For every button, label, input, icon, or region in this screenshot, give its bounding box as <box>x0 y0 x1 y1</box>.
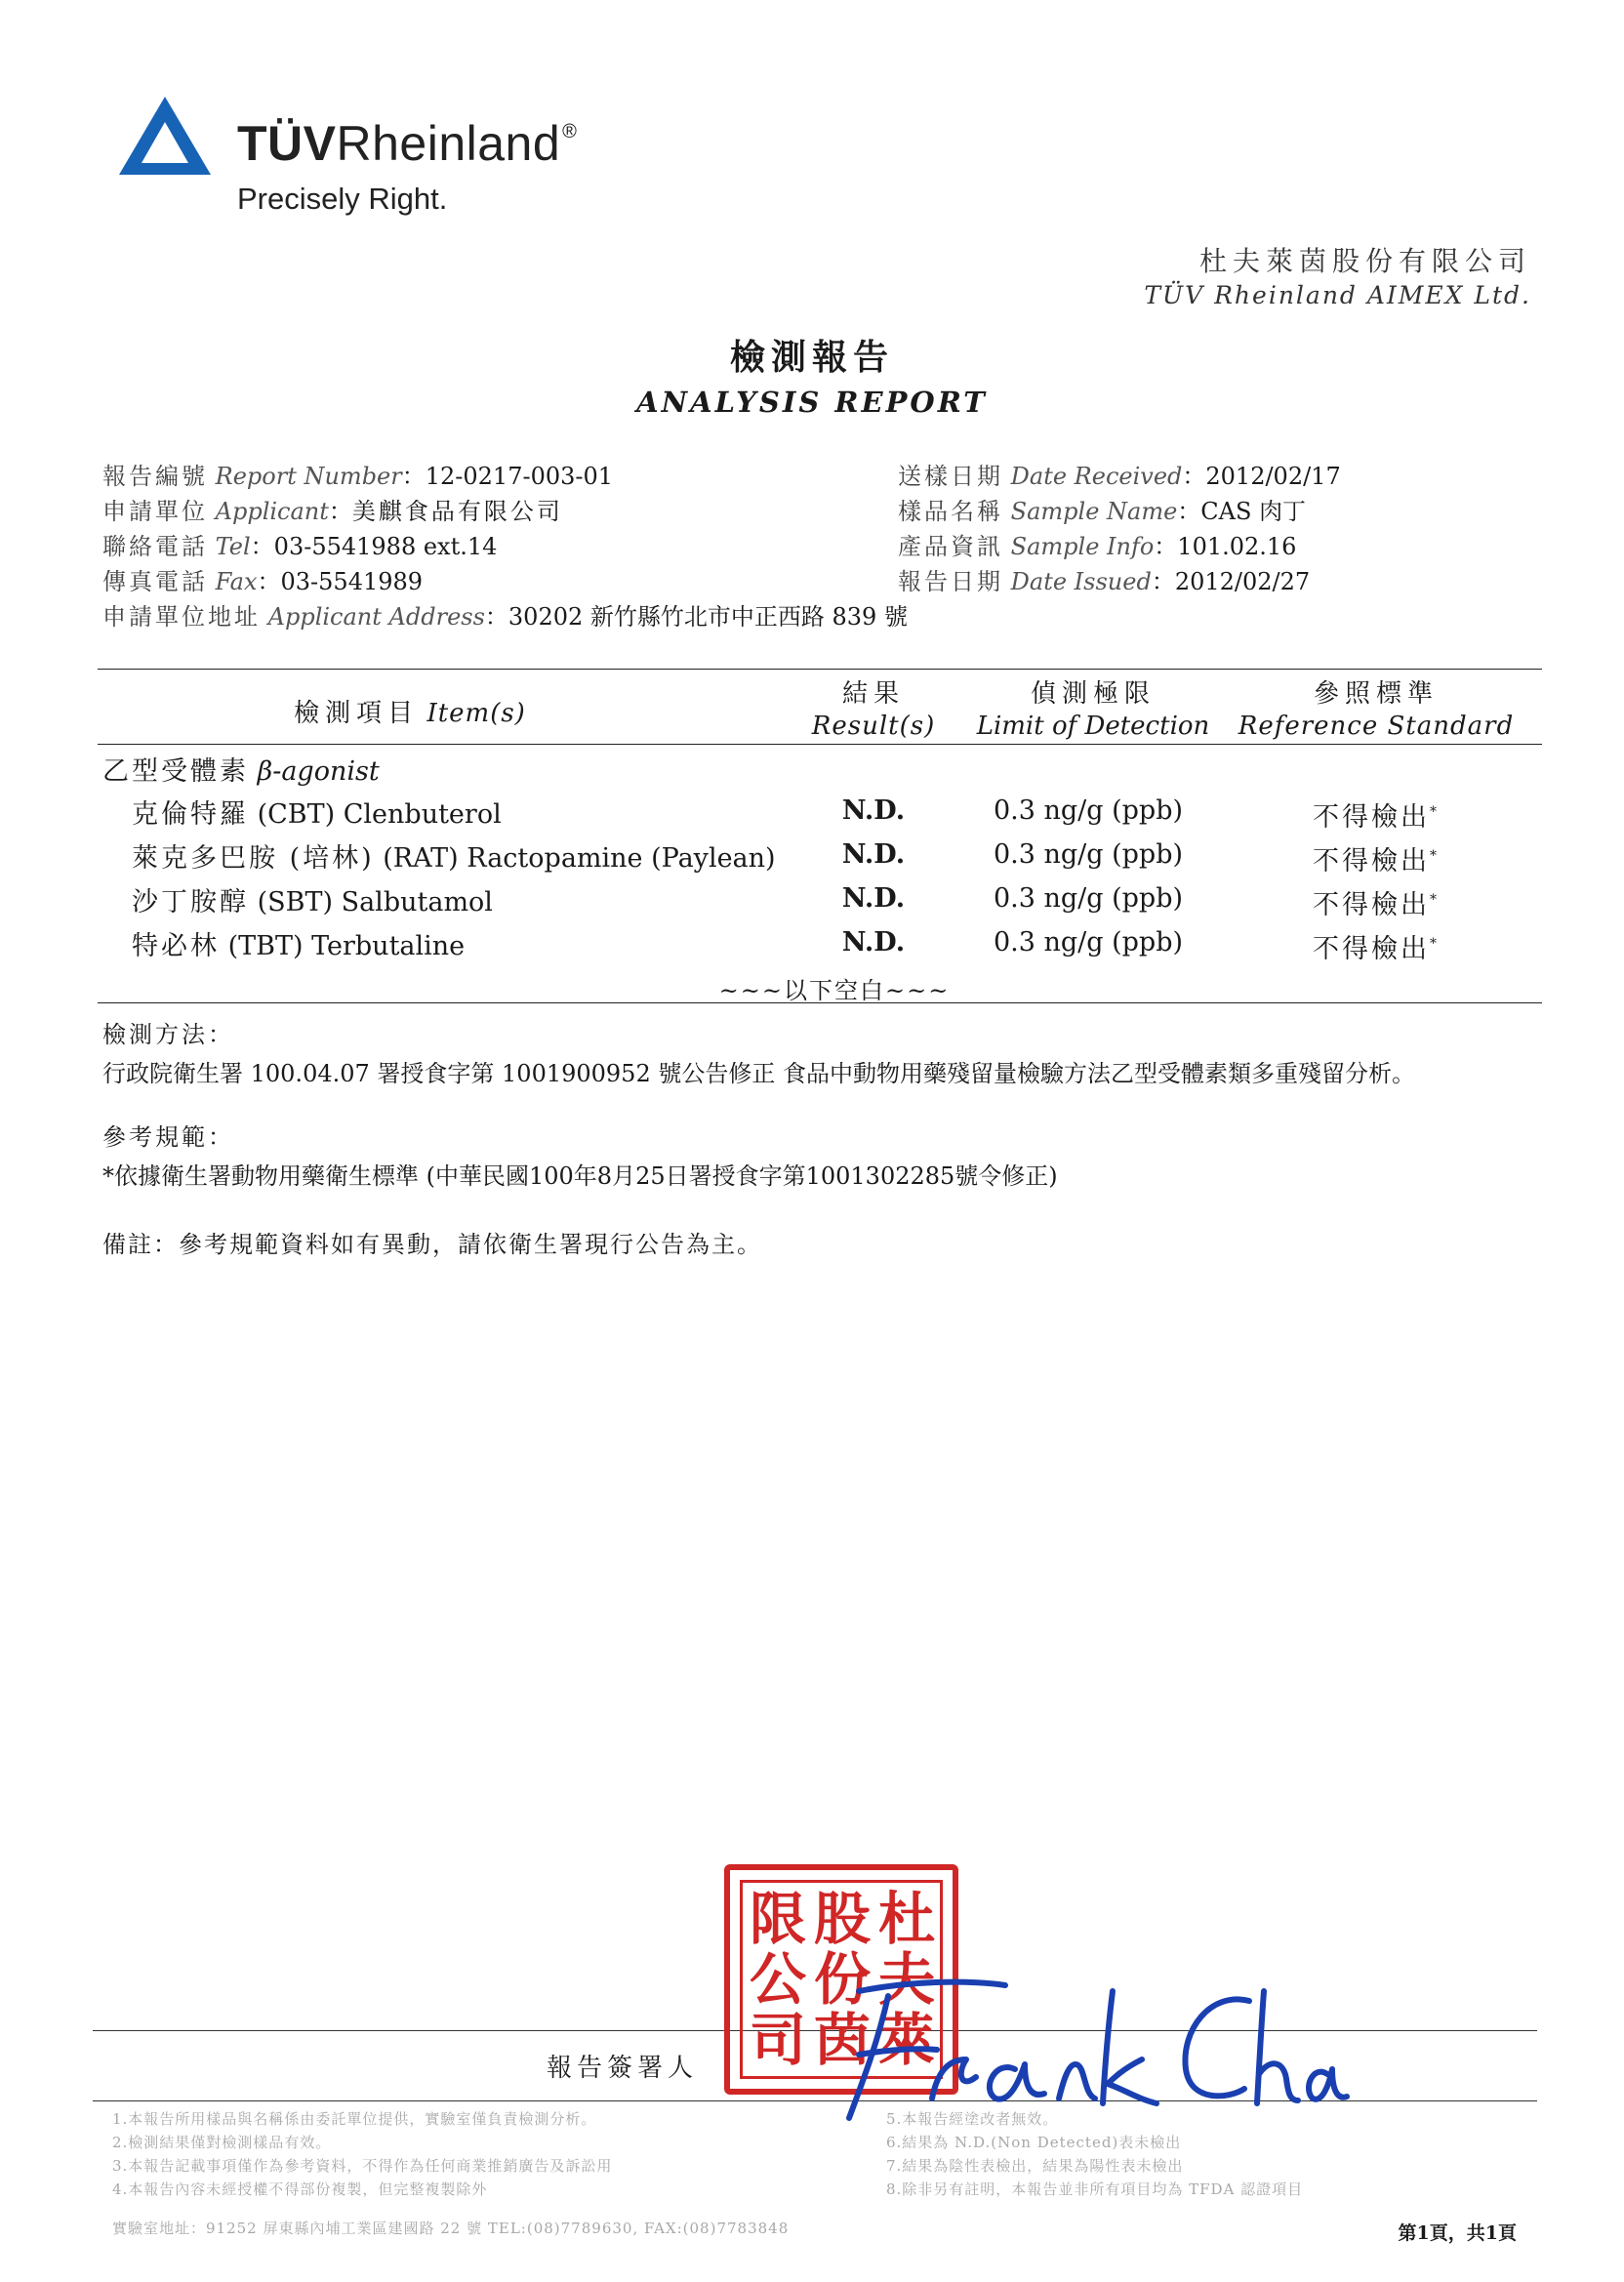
ref-cell <box>1249 839 1503 877</box>
tel-value: 03-5541988 ext.14 <box>273 533 498 560</box>
reference-label: 參考規範： <box>102 1123 234 1151</box>
label-en: Date Received <box>1010 463 1183 490</box>
header-result-zh: 結果 <box>841 679 905 709</box>
header-lod-zh: 偵測極限 <box>1030 679 1156 709</box>
table-top-rule <box>98 669 1542 670</box>
sample-info-value: 101.02.16 <box>1177 533 1297 560</box>
ref-text: 不得檢出 <box>1313 934 1430 964</box>
fax-value: 03-5541989 <box>280 568 424 595</box>
label-en: Sample Info <box>1010 533 1155 560</box>
header-result <box>791 673 956 741</box>
label-zh: 傳真電話 <box>102 568 208 595</box>
ref-text: 不得檢出 <box>1313 802 1430 833</box>
group-label <box>102 750 380 788</box>
label-zh: 送樣日期 <box>898 463 1003 490</box>
table-row <box>132 793 502 831</box>
footer-note: 2.檢測結果僅對檢測樣品有效。 <box>112 2134 332 2151</box>
brand-tagline: Precisely Right. <box>237 182 448 216</box>
header-result-en: Result(s) <box>811 712 936 741</box>
ref-text: 不得檢出 <box>1313 846 1430 876</box>
tuv-triangle-logo-icon <box>115 93 215 179</box>
label-zh: 樣品名稱 <box>898 498 1003 525</box>
analyte-name-en: (RAT) Ractopamine (Paylean) <box>383 843 776 874</box>
header-item <box>234 693 586 729</box>
analyte-name-zh: 克倫特羅 <box>132 799 249 830</box>
method-text: 行政院衛生署 100.04.07 署授食字第 1001900952 號公告修正 食品中動物用藥殘留量檢驗方法乙型受體素類多重殘留分析。 <box>102 1060 1415 1087</box>
label-en: Applicant <box>215 498 329 525</box>
result-cell: N.D. <box>841 883 906 914</box>
ref-mark: * <box>1430 892 1440 908</box>
result-cell: N.D. <box>841 839 906 870</box>
analyte-name-en: (SBT) Salbutamol <box>257 887 493 917</box>
page-number: 第1頁，共1頁 <box>1398 2222 1517 2244</box>
footer-note: 1.本報告所用樣品與名稱係由委託單位提供，實驗室僅負責檢測分析。 <box>112 2110 597 2128</box>
footer-note: 3.本報告記載事項僅作為參考資料，不得作為任何商業推銷廣告及訴訟用 <box>112 2157 613 2175</box>
report-number-value: 12-0217-003-01 <box>425 463 614 490</box>
company-name-zh: 杜夫萊茵股份有限公司 <box>1198 245 1531 277</box>
brand-rest: Rheinland <box>336 116 561 171</box>
remark-text: 備註：參考規範資料如有異動，請依衛生署現行公告為主。 <box>102 1231 762 1258</box>
lod-cell: 0.3 ng/g (ppb) <box>993 883 1184 914</box>
info-date-issued: 報告日期 Date Issued：2012/02/27 <box>898 568 1311 595</box>
lod-cell: 0.3 ng/g (ppb) <box>993 795 1184 826</box>
table-row <box>132 880 493 918</box>
date-issued-value: 2012/02/27 <box>1174 568 1311 595</box>
ref-cell <box>1249 883 1503 921</box>
ref-text: 不得檢出 <box>1313 890 1430 920</box>
header-item-en: Item(s) <box>426 699 526 728</box>
header-ref-en: Reference Standard <box>1238 712 1515 741</box>
group-label-zh: 乙型受體素 <box>102 756 249 787</box>
info-date-received: 送樣日期 Date Received：2012/02/17 <box>898 463 1341 490</box>
table-row <box>132 924 465 962</box>
header-item-zh: 檢測項目 <box>294 699 420 728</box>
result-cell: N.D. <box>841 927 906 958</box>
blank-below-marker: ~~~以下空白~~~ <box>718 977 951 1004</box>
label-zh: 報告編號 <box>102 463 208 490</box>
info-applicant: 申請單位 Applicant：美麒食品有限公司 <box>102 498 563 525</box>
brand-name <box>237 115 578 172</box>
analyte-name-en: (CBT) Clenbuterol <box>257 799 502 830</box>
sample-name-value: CAS 肉丁 <box>1200 498 1307 525</box>
label-en: Report Number <box>215 463 402 490</box>
analyte-name-zh: 特必林 <box>132 931 220 961</box>
header-ref <box>1230 673 1522 741</box>
reference-text: *依據衛生署動物用藥衛生標準 (中華民國100年8月25日署授食字第1001302285號令修正) <box>102 1162 1058 1190</box>
label-en: Tel <box>215 533 251 560</box>
result-cell: N.D. <box>841 795 906 826</box>
ref-mark: * <box>1430 804 1440 820</box>
label-en: Fax <box>215 568 258 595</box>
company-seal-stamp: 杜 夫 萊 股 份 茵 限 公 司 <box>724 1864 958 2095</box>
info-address: 申請單位地址 Applicant Address：30202 新竹縣竹北市中正西路 839 號 <box>102 603 908 631</box>
label-zh: 聯絡電話 <box>102 533 208 560</box>
report-title-en: ANALYSIS REPORT <box>636 386 988 419</box>
brand-bold: TÜV <box>237 116 337 171</box>
group-label-en: β-agonist <box>257 756 380 787</box>
company-name-en: TÜV Rheinland AIMEX Ltd. <box>1144 281 1531 309</box>
analyte-name-zh: 沙丁胺醇 <box>132 887 249 917</box>
lod-cell: 0.3 ng/g (ppb) <box>993 927 1184 958</box>
info-fax: 傳真電話 Fax：03-5541989 <box>102 568 424 595</box>
ref-cell <box>1249 927 1503 965</box>
header-ref-zh: 參照標準 <box>1313 679 1439 709</box>
label-en: Sample Name <box>1010 498 1178 525</box>
registered-mark: ® <box>562 121 578 143</box>
lod-cell: 0.3 ng/g (ppb) <box>993 839 1184 870</box>
ref-mark: * <box>1430 848 1440 864</box>
analyte-name-zh: 萊克多巴胺 (培林) <box>132 843 375 874</box>
signer-label: 報告簽署人 <box>547 2054 699 2083</box>
address-value: 30202 新竹縣竹北市中正西路 839 號 <box>508 603 908 631</box>
label-en: Date Issued <box>1010 568 1152 595</box>
report-title-zh: 檢測報告 <box>729 337 894 378</box>
analyte-name-en: (TBT) Terbutaline <box>227 931 466 961</box>
info-sample-name: 樣品名稱 Sample Name：CAS 肉丁 <box>898 498 1307 525</box>
lab-address: 實驗室地址：91252 屏東縣內埔工業區建國路 22 號 TEL:(08)7789630, FAX:(08)7783848 <box>112 2220 790 2237</box>
ref-mark: * <box>1430 936 1440 952</box>
table-header-rule <box>98 744 1542 745</box>
label-zh: 報告日期 <box>898 568 1003 595</box>
footer-note: 6.結果為 N.D.(Non Detected)表未檢出 <box>886 2134 1182 2151</box>
method-label: 檢測方法： <box>102 1021 234 1048</box>
date-received-value: 2012/02/17 <box>1205 463 1341 490</box>
info-report-number: 報告編號 Report Number：12-0217-003-01 <box>102 463 614 490</box>
ref-cell <box>1249 795 1503 834</box>
header-lod <box>966 673 1220 741</box>
footer-note: 5.本報告經塗改者無效。 <box>886 2110 1059 2128</box>
table-bottom-rule <box>98 1002 1542 1003</box>
label-en: Applicant Address <box>267 603 485 631</box>
info-tel: 聯絡電話 Tel：03-5541988 ext.14 <box>102 533 498 560</box>
footer-note: 4.本報告內容未經授權不得部份複製，但完整複製除外 <box>112 2180 488 2198</box>
label-zh: 申請單位 <box>102 498 208 525</box>
applicant-value: 美麒食品有限公司 <box>351 498 563 525</box>
table-row <box>132 836 776 875</box>
footer-note: 7.結果為陰性表檢出，結果為陽性表未檢出 <box>886 2157 1184 2175</box>
info-sample-info: 產品資訊 Sample Info：101.02.16 <box>898 533 1297 560</box>
label-zh: 產品資訊 <box>898 533 1003 560</box>
label-zh: 申請單位地址 <box>102 603 261 631</box>
header-lod-en: Limit of Detection <box>976 712 1210 741</box>
footer-note: 8.除非另有註明，本報告並非所有項目均為 TFDA 認證項目 <box>886 2180 1304 2198</box>
